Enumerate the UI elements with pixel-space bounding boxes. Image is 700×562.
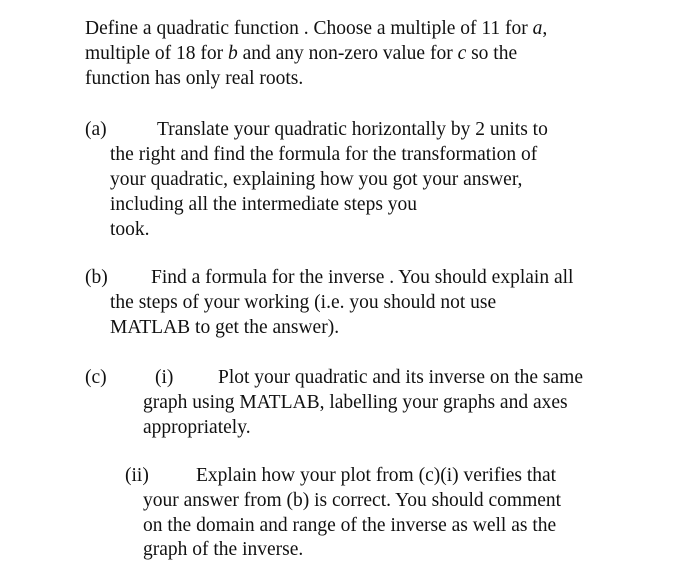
part-a-line-4: including all the intermediate steps you xyxy=(110,194,418,215)
part-b-label: (b) xyxy=(85,267,108,288)
variable-c: c xyxy=(457,43,467,64)
intro-line-1 xyxy=(85,17,547,41)
intro-line-1-text: Define a quadratic function . Choose a multiple of 11 for xyxy=(85,18,533,39)
part-c-i-label: (i) xyxy=(155,367,174,388)
part-c-i-line-3: appropriately. xyxy=(143,417,251,438)
part-b-line-2: the steps of your working (i.e. you should not use xyxy=(110,292,497,313)
intro-line-2-mid: and any non-zero value for xyxy=(237,43,458,64)
intro-line-3: function has only real roots. xyxy=(85,68,304,89)
intro-line-2-end: so the xyxy=(466,43,518,64)
part-c-i-line-2: graph using MATLAB, labelling your graphs and axes xyxy=(143,392,568,413)
part-a-line-2: the right and find the formula for the transformation of xyxy=(110,144,538,165)
intro-line-2 xyxy=(85,42,517,66)
part-c-ii-line-2: your answer from (b) is correct. You should comment xyxy=(143,490,562,511)
part-a-label: (a) xyxy=(85,119,107,140)
part-b-line-1: Find a formula for the inverse . You should explain all xyxy=(151,267,574,288)
part-c-ii-line-1: Explain how your plot from (c)(i) verifies that xyxy=(196,465,557,486)
part-c-ii-label: (ii) xyxy=(125,465,149,486)
part-a-line-3: your quadratic, explaining how you got your answer, xyxy=(110,169,523,190)
intro-line-2-text: multiple of 18 for xyxy=(85,43,228,64)
variable-b: b xyxy=(227,43,238,64)
part-c-label: (c) xyxy=(85,367,107,388)
part-c-i-line-1: Plot your quadratic and its inverse on the same xyxy=(218,367,583,388)
variable-a: a xyxy=(532,18,543,39)
part-a-line-1: Translate your quadratic horizontally by 2 units to xyxy=(157,119,548,140)
part-b-line-3: MATLAB to get the answer). xyxy=(110,317,340,338)
part-c-ii-line-3: on the domain and range of the inverse as well as the xyxy=(143,515,557,536)
part-c-ii-line-4: graph of the inverse. xyxy=(143,539,304,560)
part-a-line-5: took. xyxy=(110,219,150,240)
intro-line-1-end: , xyxy=(542,18,548,39)
